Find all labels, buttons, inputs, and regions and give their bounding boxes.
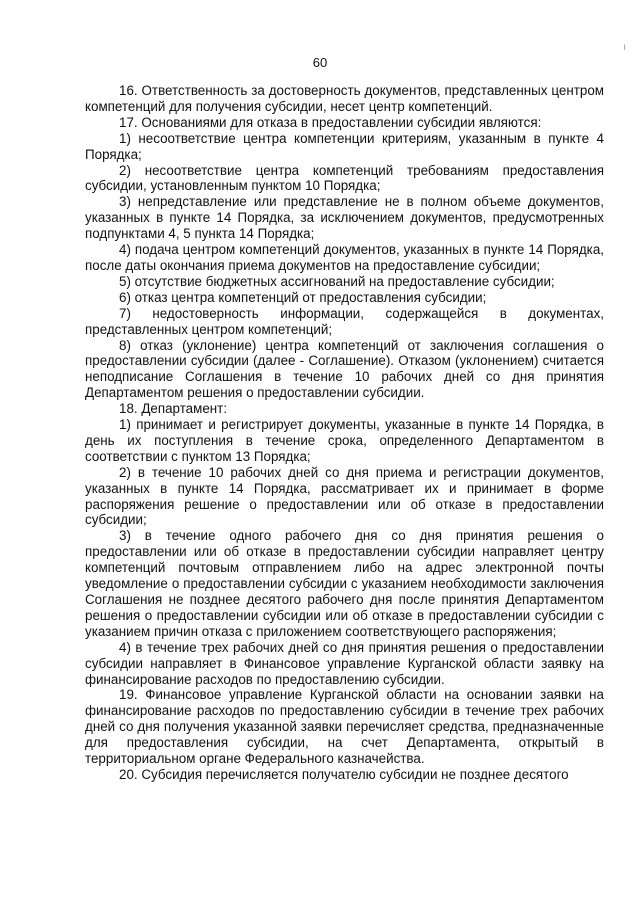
paragraph: 4) подача центром компетенций документов, указанных в пункте 14 Порядка, после даты окончания приема документов на предоставление субсидии; (85, 242, 604, 273)
paragraph: 20. Субсидия перечисляется получателю субсидии не позднее десятого (119, 766, 569, 782)
paragraph: 18. Департамент: (119, 401, 228, 417)
paragraph: 7) недостоверность информации, содержащейся в документах, представленных центром компетенций; (85, 305, 604, 337)
paragraph: 2) в течение 10 рабочих дней со дня приема и регистрации документов, указанных в пункте 14 Порядка, рассматривает их и принимает в форме распоряжения решение о предоставлении или об отказе в предоставлении субсидии; (85, 464, 604, 528)
paragraph: 1) несоответствие центра компетенции критериям, указанным в пункте 4 Порядка; (85, 130, 604, 162)
paragraph: 4) в течение трех рабочих дней со дня принятия решения о предоставлении субсидии направляет в Финансовое управление Курганской области заявку на финансирование расходов по предоставлению субсидии. (85, 639, 604, 687)
paragraph: 3) в течение одного рабочего дня со дня принятия решения о предоставлении или об отказе в предоставлении субсидии направляет центру компетенций почтовым отправлением либо на адрес электронной почты уведомление о предоставлении субсидии с указанием необходимости заключения Соглашения не позднее десятого рабочего дня после принятия Департаментом решения о предоставлении субсидии или об отказе в предоставлении субсидии с указанием причин отказа с приложением соответствующего распоряжения; (85, 528, 604, 639)
paragraph: 19. Финансовое управление Курганской области на основании заявки на финансирование расходов по предоставлению субсидии в течение трех рабочих дней со дня получения указанной заявки перечисляет средства, предназначенные для предоставления субсидии, на счет Департамента, открытый в территориальном органе Федерального казначейства. (85, 687, 604, 767)
document-body (85, 83, 604, 783)
paragraph: 2) несоответствие центра компетенций требованиям предоставления субсидии, установленным пунктом 10 Порядка; (85, 162, 604, 194)
paragraph: 6) отказ центра компетенций от предоставления субсидии; (119, 289, 487, 305)
corner-mark: ı (623, 42, 626, 53)
paragraph: 16. Ответственность за достоверность документов, представленных центром компетенций для получения субсидии, несет центр компетенций. (85, 83, 604, 114)
paragraph: 8) отказ (уклонение) центра компетенций от заключения соглашения о предоставлении субсидии (далее - Соглашение). Отказом (уклонением) считается неподписание Соглашения в течение 10 рабочих дней со дня принятия Департаментом решения о предоставлении субсидии. (85, 337, 604, 401)
paragraph: 5) отсутствие бюджетных ассигнований на предоставление субсидии; (119, 273, 555, 289)
page-number: 60 (312, 55, 328, 70)
paragraph: 1) принимает и регистрирует документы, указанные в пункте 14 Порядка, в день их поступления в течение срока, определенного Департаментом в соответствии с пунктом 13 Порядка; (85, 417, 604, 464)
paragraph: 17. Основаниями для отказа в предоставлении субсидии являются: (119, 114, 542, 130)
paragraph: 3) непредставление или представление не в полном объеме документов, указанных в пункте 14 Порядка, за исключением документов, предусмотренных подпунктами 4, 5 пункта 14 Порядка; (85, 194, 604, 242)
